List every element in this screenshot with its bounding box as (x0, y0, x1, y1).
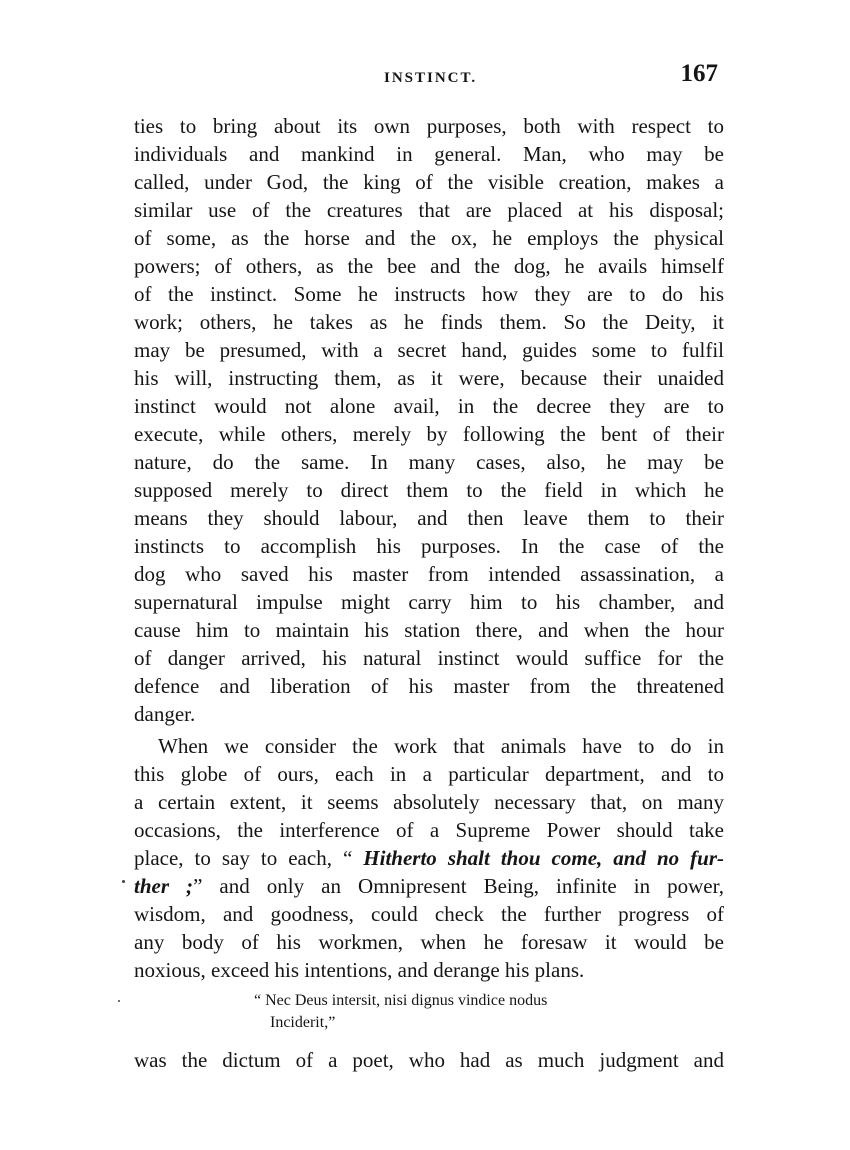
text-line: individuals and mankind in general. Man, who may be (134, 142, 724, 166)
text-line: may be presumed, with a secret hand, guides some to fulfil (134, 338, 724, 362)
text-line: this globe of ours, each in a particular department, and to (134, 762, 724, 786)
quotation-line: Inciderit,” (270, 1014, 336, 1031)
text-line (134, 872, 724, 900)
running-title: INSTINCT. (384, 70, 478, 86)
text-line: cause him to maintain his station there, and when the hour (134, 618, 724, 642)
text-line: powers; of others, as the bee and the dog, he avails himself (134, 254, 724, 278)
text-line: occasions, the interference of a Supreme Power should take (134, 818, 724, 842)
text-line: of danger arrived, his natural instinct would suffice for the (134, 646, 724, 670)
running-head (130, 60, 730, 94)
text-line: was the dictum of a poet, who had as much judgment and (134, 1048, 724, 1072)
text-line: wisdom, and goodness, could check the further progress of (134, 902, 724, 926)
text-line: his will, instructing them, as it were, because their unaided (134, 366, 724, 390)
text-line (134, 844, 724, 872)
text-line: similar use of the creatures that are placed at his disposal; (134, 198, 724, 222)
text-line: supernatural impulse might carry him to his chamber, and (134, 590, 724, 614)
text-line: instincts to accomplish his purposes. In the case of the (134, 534, 724, 558)
text-line: nature, do the same. In many cases, also, he may be (134, 450, 724, 474)
text-line: defence and liberation of his master from the threatened (134, 674, 724, 698)
text-line: of the instinct. Some he instructs how they are to do his (134, 282, 724, 306)
scripture-quote: Hitherto shalt thou come, and no fur- (363, 846, 724, 870)
text-line: instinct would not alone avail, in the decree they are to (134, 394, 724, 418)
text-line: any body of his workmen, when he foresaw it would be (134, 930, 724, 954)
scripture-quote: ther ; (134, 874, 194, 898)
text-line: execute, while others, merely by following the bent of their (134, 422, 724, 446)
text-line: danger. (134, 702, 196, 726)
page-number: 167 (680, 60, 718, 87)
text-line: ties to bring about its own purposes, both with respect to (134, 114, 724, 138)
text-line: When we consider the work that animals have to do in (158, 734, 724, 758)
text-line: of some, as the horse and the ox, he employs the physical (134, 226, 724, 250)
text-line: called, under God, the king of the visible creation, makes a (134, 170, 724, 194)
print-speck (118, 1000, 120, 1002)
text-line: a certain extent, it seems absolutely necessary that, on many (134, 790, 724, 814)
text-line: dog who saved his master from intended assassination, a (134, 562, 724, 586)
quotation-line: “ Nec Deus intersit, nisi dignus vindice nodus (254, 992, 548, 1009)
text-segment: place, to say to each, “ (134, 846, 364, 870)
text-segment: ” and only an Omnipresent Being, infinite in power, (193, 874, 725, 898)
text-line: work; others, he takes as he finds them. So the Deity, it (134, 310, 724, 334)
text-line: noxious, exceed his intentions, and derange his plans. (134, 958, 585, 982)
text-line: supposed merely to direct them to the field in which he (134, 478, 724, 502)
text-line: means they should labour, and then leave them to their (134, 506, 724, 530)
print-speck (122, 880, 125, 883)
